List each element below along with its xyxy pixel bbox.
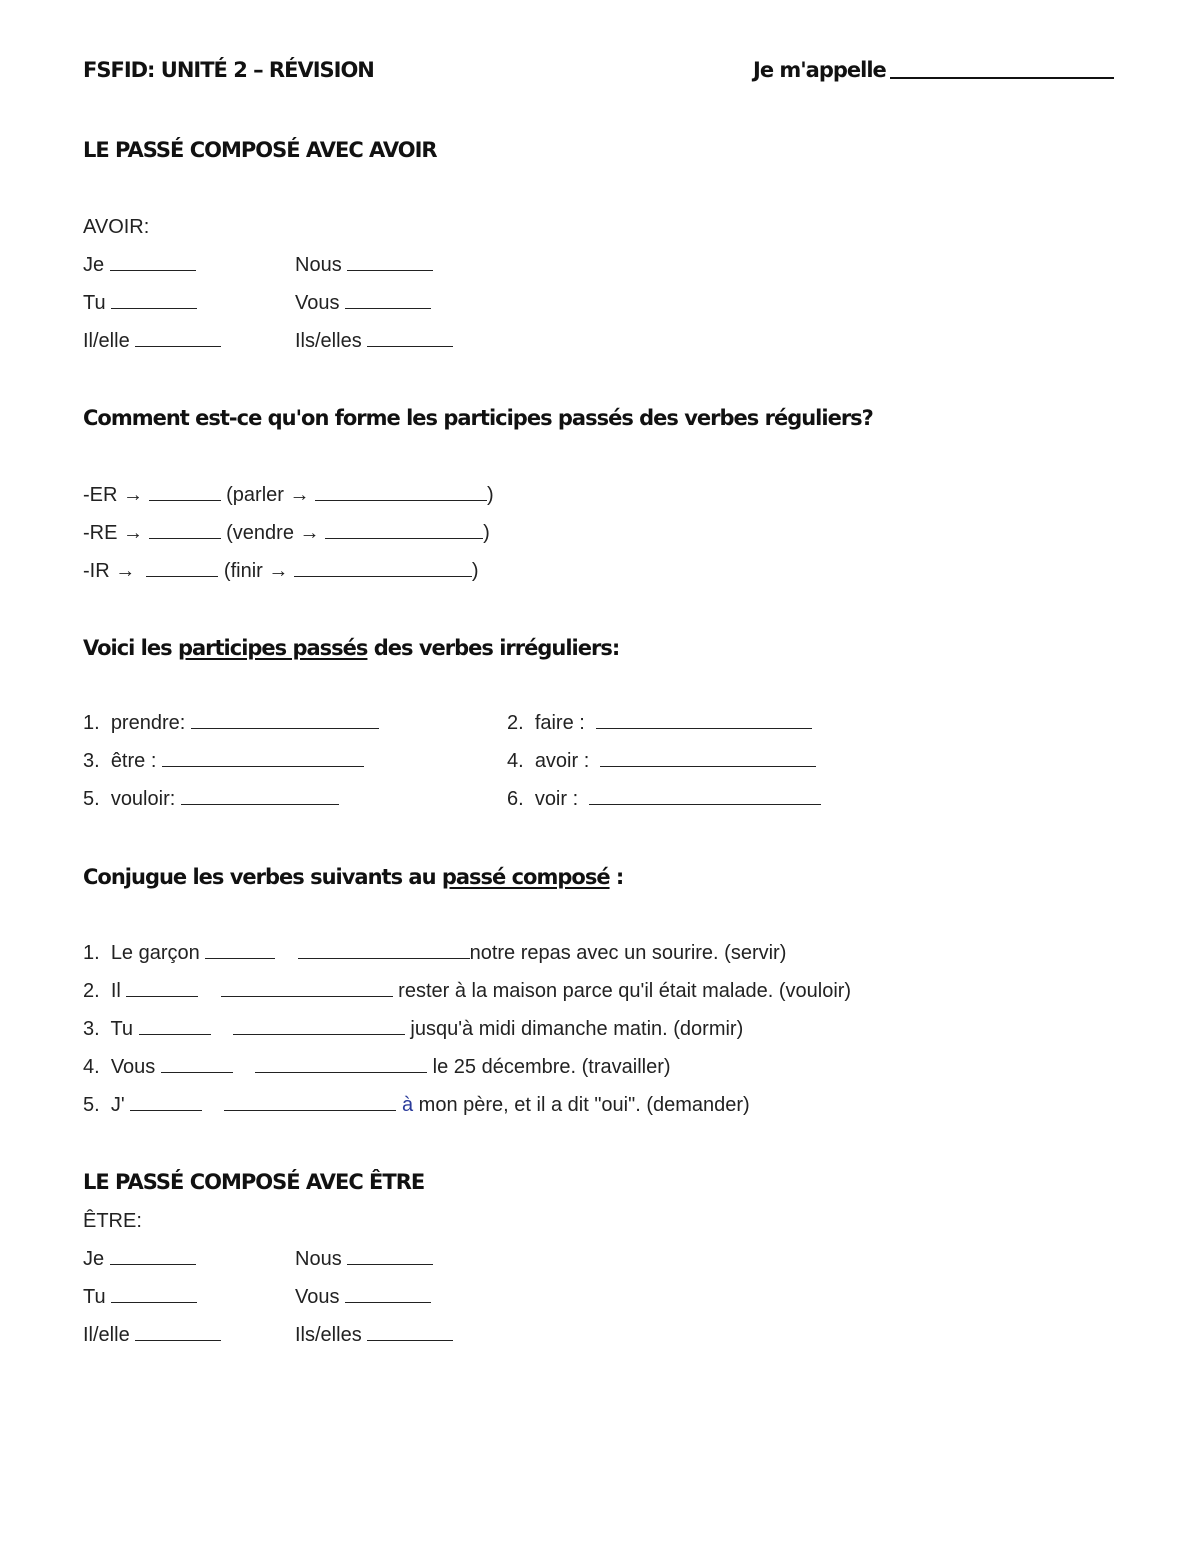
answer-blank[interactable] [135,1339,221,1341]
answer-blank[interactable] [191,727,379,729]
participle-blank[interactable] [224,1109,396,1111]
sentence-5: 5. J' à mon père, et il a dit "oui". (demander) [83,1094,750,1116]
conjugate-heading: Conjugue les verbes suivants au passé composé : [83,865,624,889]
answer-blank[interactable] [345,307,431,309]
avoir-row-nous: Nous [295,254,433,277]
answer-blank[interactable] [149,537,221,539]
answer-blank[interactable] [596,727,812,729]
participle-blank[interactable] [255,1071,427,1073]
sentence-4: 4. Vous le 25 décembre. (travailler) [83,1056,671,1078]
answer-blank[interactable] [325,537,483,539]
avoir-row-tu: Tu [83,292,197,315]
answer-blank[interactable] [181,803,339,805]
etre-row-il: Il/elle [83,1324,221,1347]
participle-blank[interactable] [233,1033,405,1035]
irregular-item-3: 3. être : [83,750,364,773]
answer-blank[interactable] [110,269,196,271]
section-heading-avoir: LE PASSÉ COMPOSÉ AVEC AVOIR [83,138,437,162]
answer-blank[interactable] [367,1339,453,1341]
answer-blank[interactable] [294,575,472,577]
avoir-row-ils: Ils/elles [295,330,453,353]
answer-blank[interactable] [110,1263,196,1265]
verb-label-avoir: AVOIR: [83,216,150,238]
verb-label-etre: ÊTRE: [83,1210,142,1232]
answer-blank[interactable] [347,269,433,271]
etre-row-tu: Tu [83,1286,197,1309]
answer-blank[interactable] [135,345,221,347]
answer-blank[interactable] [162,765,364,767]
answer-blank[interactable] [589,803,821,805]
answer-blank[interactable] [111,307,197,309]
answer-blank[interactable] [315,499,487,501]
irregular-item-6: 6. voir : [507,788,821,811]
etre-row-nous: Nous [295,1248,433,1271]
auxiliary-blank[interactable] [130,1109,202,1111]
auxiliary-blank[interactable] [205,957,275,959]
answer-blank[interactable] [367,345,453,347]
etre-row-je: Je [83,1248,196,1271]
answer-blank[interactable] [146,575,218,577]
regular-question: Comment est-ce qu'on forme les participes passés des verbes réguliers? [83,406,873,430]
answer-blank[interactable] [149,499,221,501]
avoir-row-vous: Vous [295,292,431,315]
participle-blank[interactable] [298,957,470,959]
etre-row-ils: Ils/elles [295,1324,453,1347]
irregular-item-1: 1. prendre: [83,712,379,735]
sentence-3: 3. Tu jusqu'à midi dimanche matin. (dormir) [83,1018,744,1040]
irregular-item-5: 5. vouloir: [83,788,339,811]
name-label: Je m'appelle [753,58,886,82]
irregular-heading: Voici les participes passés des verbes irréguliers: [83,636,620,660]
name-blank[interactable] [890,77,1114,79]
regular-row-ir: -IR → (finir → ) [83,560,479,582]
section-heading-etre: LE PASSÉ COMPOSÉ AVEC ÊTRE [83,1170,425,1194]
answer-blank[interactable] [111,1301,197,1303]
auxiliary-blank[interactable] [139,1033,211,1035]
avoir-row-je: Je [83,254,196,277]
etre-row-vous: Vous [295,1286,431,1309]
participle-blank[interactable] [221,995,393,997]
answer-blank[interactable] [345,1301,431,1303]
auxiliary-blank[interactable] [161,1071,233,1073]
avoir-row-il: Il/elle [83,330,221,353]
sentence-1: 1. Le garçon notre repas avec un sourire. (servir) [83,942,787,964]
page-title: FSFID: UNITÉ 2 – RÉVISION [83,58,374,82]
regular-row-er: -ER → (parler → ) [83,484,494,506]
irregular-item-2: 2. faire : [507,712,812,735]
regular-row-re: -RE → (vendre → ) [83,522,490,544]
sentence-2: 2. Il rester à la maison parce qu'il était malade. (vouloir) [83,980,852,1002]
answer-blank[interactable] [600,765,816,767]
irregular-item-4: 4. avoir : [507,750,816,773]
auxiliary-blank[interactable] [126,995,198,997]
answer-blank[interactable] [347,1263,433,1265]
